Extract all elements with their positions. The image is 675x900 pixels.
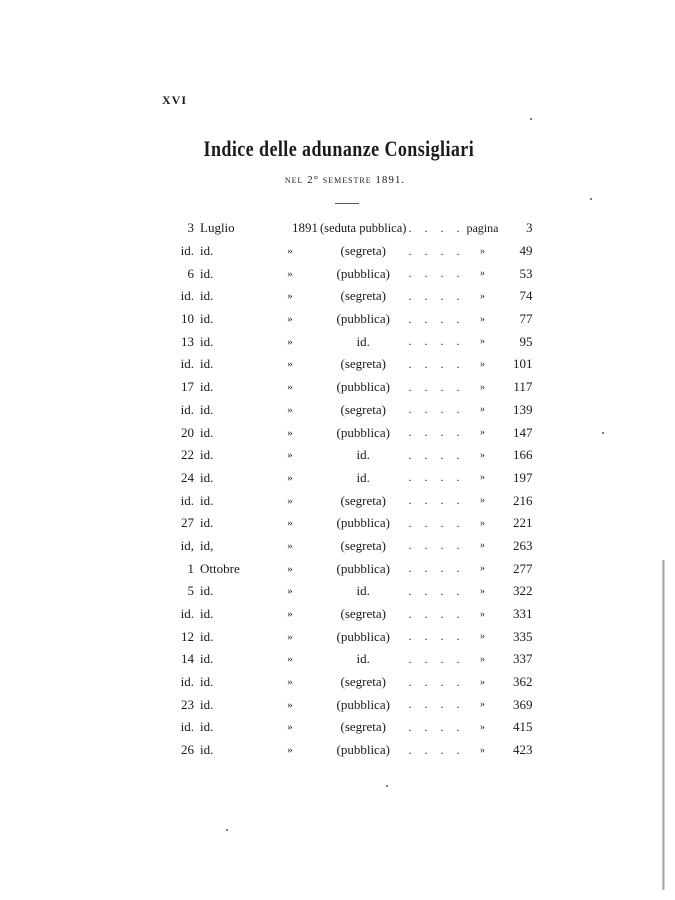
row-page-number: 216: [512, 492, 533, 508]
row-page-number: 139: [512, 401, 533, 417]
row-month: Luglio: [200, 220, 235, 236]
row-session: id.: [356, 469, 370, 485]
title-rule: [335, 203, 359, 204]
row-month: id.: [200, 288, 214, 304]
row-page-number: 322: [512, 583, 533, 599]
row-leader-dots: . . . .: [408, 606, 465, 621]
row-page-number: 423: [512, 742, 533, 758]
row-year: »: [287, 403, 293, 416]
table-row: [150, 217, 532, 240]
row-month: id.: [200, 719, 214, 735]
row-session: id.: [356, 333, 370, 349]
table-row: [150, 580, 532, 603]
row-page-marker: pagina: [466, 220, 499, 235]
row-month: id.: [200, 447, 214, 463]
row-session: (segreta): [340, 288, 386, 304]
row-month: id.: [200, 583, 214, 599]
row-session: (pubblica): [336, 742, 390, 758]
row-month: id.: [200, 651, 214, 667]
row-month: id.: [200, 674, 214, 690]
row-day: 20: [181, 424, 194, 440]
row-page-marker: »: [479, 381, 485, 393]
row-page-number: 77: [519, 311, 533, 327]
row-day: 13: [181, 333, 194, 349]
table-row: [150, 376, 532, 399]
row-day: id.: [180, 243, 194, 259]
row-page-number: 53: [519, 265, 533, 281]
row-leader-dots: . . . .: [408, 515, 465, 530]
row-month: id.: [200, 424, 214, 440]
row-month: id.: [200, 696, 214, 712]
row-page-number: 337: [512, 651, 533, 667]
row-page-number: 74: [519, 288, 533, 304]
row-session: id.: [356, 447, 370, 463]
row-leader-dots: . . . .: [408, 538, 465, 553]
row-page-marker: »: [479, 427, 485, 439]
row-leader-dots: . . . .: [408, 425, 465, 440]
row-leader-dots: . . . .: [408, 493, 465, 508]
row-session: (pubblica): [336, 515, 390, 531]
row-month: id.: [200, 356, 214, 372]
table-row: [150, 671, 532, 694]
row-leader-dots: . . . .: [408, 402, 465, 417]
row-day: 14: [181, 651, 194, 667]
row-year: »: [287, 471, 293, 484]
row-page-marker: »: [479, 495, 485, 507]
row-year: »: [287, 676, 293, 689]
row-session: id.: [356, 583, 370, 599]
row-leader-dots: . . . .: [408, 583, 465, 598]
row-day: id.: [180, 401, 194, 417]
row-day: id.: [180, 492, 194, 508]
row-page-marker: »: [479, 472, 485, 484]
row-year: »: [287, 358, 293, 371]
row-session: (pubblica): [336, 424, 390, 440]
row-day: 3: [187, 220, 194, 236]
row-year: »: [287, 245, 293, 258]
row-leader-dots: . . . .: [408, 288, 465, 303]
row-session: (pubblica): [336, 560, 390, 576]
table-row: [150, 308, 532, 331]
row-month: id.: [200, 333, 214, 349]
row-session: id.: [356, 651, 370, 667]
row-leader-dots: . . . .: [408, 266, 465, 281]
row-year: »: [287, 721, 293, 734]
row-page-marker: »: [479, 404, 485, 416]
row-session: (segreta): [340, 606, 386, 622]
row-day: 6: [187, 265, 194, 281]
row-year: »: [287, 449, 293, 462]
table-row: [150, 716, 532, 739]
row-leader-dots: . . . .: [408, 356, 465, 371]
row-page-number: 335: [512, 628, 533, 644]
row-page-number: 221: [512, 515, 533, 531]
row-leader-dots: . . . .: [408, 629, 465, 644]
row-leader-dots: . . . .: [408, 561, 465, 576]
row-year: »: [287, 517, 293, 530]
row-year: »: [287, 494, 293, 507]
row-leader-dots: . . . .: [408, 447, 465, 462]
row-leader-dots: . . . .: [408, 719, 465, 734]
row-page-number: 101: [512, 356, 533, 372]
row-page-marker: »: [479, 563, 485, 575]
index-table-body: [150, 217, 532, 762]
row-page-number: 49: [519, 243, 533, 259]
row-session: (pubblica): [336, 265, 390, 281]
row-page-marker: »: [479, 608, 485, 620]
table-row: [150, 535, 532, 558]
row-leader-dots: . . . .: [408, 470, 465, 485]
row-leader-dots: . . . .: [408, 379, 465, 394]
row-session: (segreta): [340, 492, 386, 508]
table-row: [150, 557, 532, 580]
table-row: [150, 285, 532, 308]
row-day: id.: [180, 674, 194, 690]
row-session: (segreta): [340, 537, 386, 553]
row-page-marker: »: [479, 517, 485, 529]
row-session: (segreta): [340, 401, 386, 417]
row-page-marker: »: [479, 744, 485, 756]
row-page-marker: »: [479, 676, 485, 688]
table-row: [150, 693, 532, 716]
row-year: »: [287, 562, 293, 575]
row-leader-dots: . . . .: [408, 697, 465, 712]
row-session: (pubblica): [336, 628, 390, 644]
row-year: »: [287, 608, 293, 621]
row-day: 12: [181, 628, 194, 644]
row-day: id.: [180, 356, 194, 372]
row-page-number: 415: [512, 719, 533, 735]
table-row: [150, 353, 532, 376]
row-session: (seduta pubblica): [320, 220, 407, 235]
row-page-number: 263: [512, 537, 533, 553]
paper-speck: [602, 432, 604, 434]
row-page-marker: »: [479, 336, 485, 348]
row-month: id.: [200, 628, 214, 644]
table-row: [150, 262, 532, 285]
row-year: »: [287, 630, 293, 643]
table-row: [150, 444, 532, 467]
table-row: [150, 330, 532, 353]
index-table: [150, 217, 532, 762]
row-day: 27: [181, 515, 194, 531]
row-day: id.: [180, 288, 194, 304]
paper-speck: [590, 198, 592, 200]
row-leader-dots: . . . .: [408, 334, 465, 349]
paper-speck: [386, 785, 388, 787]
row-session: (segreta): [340, 356, 386, 372]
row-page-marker: »: [479, 540, 485, 552]
row-year: »: [287, 290, 293, 303]
row-month: id.: [200, 492, 214, 508]
page-number: XVI: [162, 93, 188, 107]
row-month: Ottobre: [200, 560, 240, 576]
page-title: Indice delle adunanze Consigliari: [203, 136, 475, 161]
table-row: [150, 240, 532, 263]
paper-speck: [530, 118, 532, 120]
row-page-marker: »: [479, 631, 485, 643]
row-session: (segreta): [340, 243, 386, 259]
row-page-marker: »: [479, 268, 485, 280]
row-leader-dots: . . . .: [408, 674, 465, 689]
row-page-number: 331: [512, 606, 533, 622]
row-month: id.: [200, 469, 214, 485]
row-page-number: 166: [512, 447, 533, 463]
table-row: [150, 625, 532, 648]
row-day: 5: [187, 583, 194, 599]
table-row: [150, 648, 532, 671]
row-year: »: [287, 267, 293, 280]
row-session: (segreta): [340, 674, 386, 690]
row-leader-dots: . . . .: [408, 651, 465, 666]
row-session: (segreta): [340, 719, 386, 735]
row-page-number: 197: [512, 469, 533, 485]
table-row: [150, 467, 532, 490]
row-page-marker: »: [479, 313, 485, 325]
row-page-marker: »: [479, 585, 485, 597]
row-page-marker: »: [479, 449, 485, 461]
table-row: [150, 739, 532, 762]
row-leader-dots: . . . .: [408, 243, 465, 258]
row-page-number: 95: [519, 333, 533, 349]
row-page-marker: »: [479, 699, 485, 711]
row-year: »: [287, 426, 293, 439]
row-page-number: 117: [513, 379, 533, 395]
row-year: 1891: [292, 220, 318, 236]
row-page-number: 277: [512, 560, 533, 576]
row-month: id.: [200, 401, 214, 417]
row-session: (pubblica): [336, 379, 390, 395]
row-month: id.: [200, 742, 214, 758]
row-leader-dots: . . . .: [408, 220, 465, 235]
table-row: [150, 603, 532, 626]
row-month: id.: [200, 265, 214, 281]
row-year: »: [287, 313, 293, 326]
table-row: [150, 421, 532, 444]
row-page-marker: »: [479, 290, 485, 302]
row-year: »: [287, 381, 293, 394]
row-year: »: [287, 698, 293, 711]
row-leader-dots: . . . .: [408, 311, 465, 326]
row-month: id.: [200, 379, 214, 395]
row-day: 24: [181, 469, 194, 485]
row-page-marker: »: [479, 358, 485, 370]
row-year: »: [287, 585, 293, 598]
row-page-marker: »: [479, 653, 485, 665]
row-page-marker: »: [479, 245, 485, 257]
row-month: id,: [200, 537, 214, 553]
row-day: id.: [180, 719, 194, 735]
row-month: id.: [200, 515, 214, 531]
row-session: (pubblica): [336, 696, 390, 712]
table-row: [150, 512, 532, 535]
row-day: 22: [181, 447, 194, 463]
row-month: id.: [200, 243, 214, 259]
table-row: [150, 489, 532, 512]
page-subtitle: nel 2° semestre 1891.: [284, 174, 406, 186]
row-page-number: 147: [512, 424, 533, 440]
row-day: id,: [180, 537, 194, 553]
row-month: id.: [200, 311, 214, 327]
row-day: 26: [181, 742, 194, 758]
row-page-marker: »: [479, 721, 485, 733]
row-day: 23: [181, 696, 194, 712]
row-day: 10: [181, 311, 194, 327]
row-year: »: [287, 653, 293, 666]
table-row: [150, 399, 532, 422]
row-day: 17: [181, 379, 194, 395]
row-year: »: [287, 335, 293, 348]
binding-edge: [662, 560, 665, 890]
row-month: id.: [200, 606, 214, 622]
paper-speck: [226, 829, 228, 831]
row-session: (pubblica): [336, 311, 390, 327]
row-year: »: [287, 539, 293, 552]
row-page-number: 369: [512, 696, 533, 712]
row-day: id.: [180, 606, 194, 622]
row-day: 1: [187, 560, 194, 576]
row-page-number: 3: [525, 220, 533, 236]
row-leader-dots: . . . .: [408, 742, 465, 757]
row-year: »: [287, 744, 293, 757]
row-page-number: 362: [512, 674, 533, 690]
